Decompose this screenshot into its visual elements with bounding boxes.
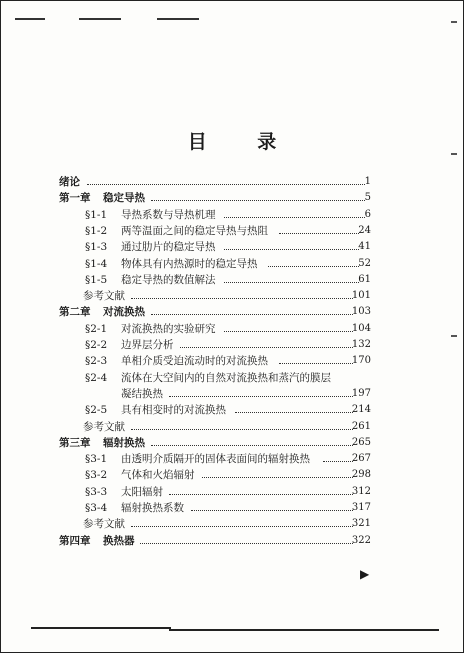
toc-entry-title: 边界层分析 (121, 339, 174, 351)
toc-leader-dots (191, 510, 353, 511)
toc-leader-dots (224, 331, 353, 332)
toc-entry-title: 稳定导热 (103, 192, 145, 205)
toc-page-number: 103 (351, 306, 371, 318)
toc-entry-title: 稳定导热的数值解法 (121, 273, 216, 286)
toc-entry-number: 第二章 (59, 306, 91, 319)
toc-leader-dots (140, 543, 353, 544)
toc-leader-dots (131, 298, 353, 299)
toc-page-number: 321 (351, 518, 371, 530)
toc-entry (1, 533, 463, 549)
toc-entry-title: 辐射换热系数 (121, 502, 184, 514)
toc-leader-dots (224, 282, 359, 283)
toc-entry-number: 绪论 (59, 176, 80, 188)
toc-page-number: 52 (358, 257, 371, 269)
toc-entry (1, 288, 463, 304)
toc-leader-dots (151, 445, 353, 446)
toc-page-number: 261 (351, 420, 371, 432)
toc-page-number: 317 (351, 502, 371, 513)
header-rule (15, 18, 45, 20)
toc-entry-number: §1-4 (85, 257, 108, 270)
toc-leader-dots (202, 477, 353, 478)
toc-page-number: 61 (358, 273, 371, 285)
toc-leader-dots (279, 233, 359, 234)
toc-entry (1, 386, 463, 402)
page-title: 目 录 (187, 131, 299, 153)
header-rule (79, 18, 121, 20)
toc-entry-title: 对流换热的实验研究 (121, 322, 216, 335)
toc-entry (1, 256, 463, 272)
toc-entry-title: 辐射换热 (103, 436, 145, 449)
toc-entry-number: §1-2 (85, 224, 108, 237)
toc-page-number: 1 (364, 176, 371, 187)
edge-mark (451, 21, 457, 23)
toc-entry-title: 对流换热 (103, 306, 145, 319)
toc-entry-number: §1-3 (85, 241, 108, 254)
toc-entry (1, 337, 463, 353)
toc-page-number: 104 (351, 322, 371, 334)
toc-page-number: 5 (364, 192, 371, 204)
toc-entry-number: §2-2 (85, 339, 108, 351)
toc-entry (1, 272, 463, 288)
toc-page-number: 170 (351, 355, 371, 367)
toc-leader-dots (151, 200, 365, 201)
toc-entry-number: 第一章 (59, 192, 91, 205)
toc-entry-title: 导热系数与导热机理 (121, 208, 216, 221)
toc-entry-title: 单相介质受迫流动时的对流换热 (121, 355, 268, 368)
toc-leader-dots (268, 266, 359, 267)
toc-entry (1, 516, 463, 532)
toc-entry-number: §2-5 (85, 404, 108, 417)
toc-entry-title: 参考文献 (83, 518, 125, 531)
toc-page-number: 214 (351, 404, 371, 416)
toc-leader-dots (131, 526, 353, 527)
toc-entry-number: §3-2 (85, 469, 108, 482)
toc-leader-dots (224, 217, 365, 218)
toc-entry (1, 190, 463, 206)
toc-entry-number: §3-1 (85, 453, 108, 466)
toc-entry-number: §2-4 (85, 371, 108, 384)
toc-page-number: 6 (364, 208, 371, 220)
footer-rule (31, 627, 171, 629)
toc-entry (1, 304, 463, 320)
footer-mark: ▶ (360, 567, 370, 581)
toc-leader-dots (169, 396, 353, 397)
toc-page-number: 197 (351, 387, 371, 399)
toc-entry-number: 第四章 (59, 534, 91, 547)
toc-entry-number: §3-4 (85, 502, 108, 514)
toc-entry (1, 419, 463, 435)
toc-leader-dots (151, 314, 353, 315)
toc-entry-title: 物体具有内热源时的稳定导热 (121, 257, 258, 270)
toc-entry-title: 两等温面之间的稳定导热与热阻 (121, 224, 268, 237)
toc-entry (1, 207, 463, 223)
toc-entry-title: 由透明介质隔开的固体表面间的辐射换热 (121, 453, 310, 466)
toc-entry-number: §1-1 (85, 208, 108, 221)
toc-entry-number: §1-5 (85, 273, 108, 286)
toc-entry-title: 通过肋片的稳定导热 (121, 241, 216, 254)
toc-leader-dots (279, 363, 353, 364)
toc-entry-title: 流体在大空间内的自然对流换热和蒸汽的膜层 (121, 371, 331, 384)
toc-entry (1, 451, 463, 467)
toc-page-number: 322 (351, 534, 371, 546)
toc-leader-dots (235, 412, 353, 413)
toc-leader-dots (224, 249, 359, 250)
toc-entry (1, 484, 463, 500)
toc-entry (1, 370, 463, 386)
toc-page-number: 267 (351, 453, 371, 465)
toc-entry-title: 参考文献 (83, 420, 125, 433)
toc-entry-title: 参考文献 (83, 290, 125, 303)
toc-page-number: 312 (351, 485, 371, 497)
toc-entry (1, 223, 463, 239)
toc-page-number: 265 (351, 436, 371, 448)
toc-leader-dots (323, 461, 353, 462)
toc-leader-dots (180, 347, 353, 348)
toc-page-number: 101 (351, 290, 371, 302)
toc-entry-number: §2-1 (85, 322, 108, 335)
toc-entry-title: 凝结换热 (121, 387, 163, 400)
toc-leader-dots (169, 494, 353, 495)
header-rule (157, 18, 199, 20)
toc-entry (1, 467, 463, 483)
toc-entry-title: 气体和火焰辐射 (121, 469, 195, 482)
toc-entry-title: 具有相变时的对流换热 (121, 404, 226, 417)
toc-page-number: 24 (358, 224, 371, 236)
toc-entry (1, 239, 463, 255)
toc-page-number: 41 (358, 241, 371, 253)
toc-leader-dots (87, 184, 365, 185)
toc-entry (1, 500, 463, 516)
toc-entry (1, 353, 463, 369)
toc-leader-dots (131, 429, 353, 430)
toc-entry-title: 换热器 (103, 534, 135, 547)
toc-entry (1, 435, 463, 451)
toc-entry-title: 太阳辐射 (121, 485, 163, 498)
toc-page-number: 298 (351, 469, 371, 481)
toc-entry (1, 321, 463, 337)
toc-entry-number: §2-3 (85, 355, 108, 368)
footer-rule (169, 629, 439, 631)
toc-entry (1, 402, 463, 418)
toc-entry-number: 第三章 (59, 436, 91, 449)
toc-entry (1, 174, 463, 190)
toc-entry-number: §3-3 (85, 485, 108, 498)
toc-page-number: 132 (351, 339, 371, 350)
